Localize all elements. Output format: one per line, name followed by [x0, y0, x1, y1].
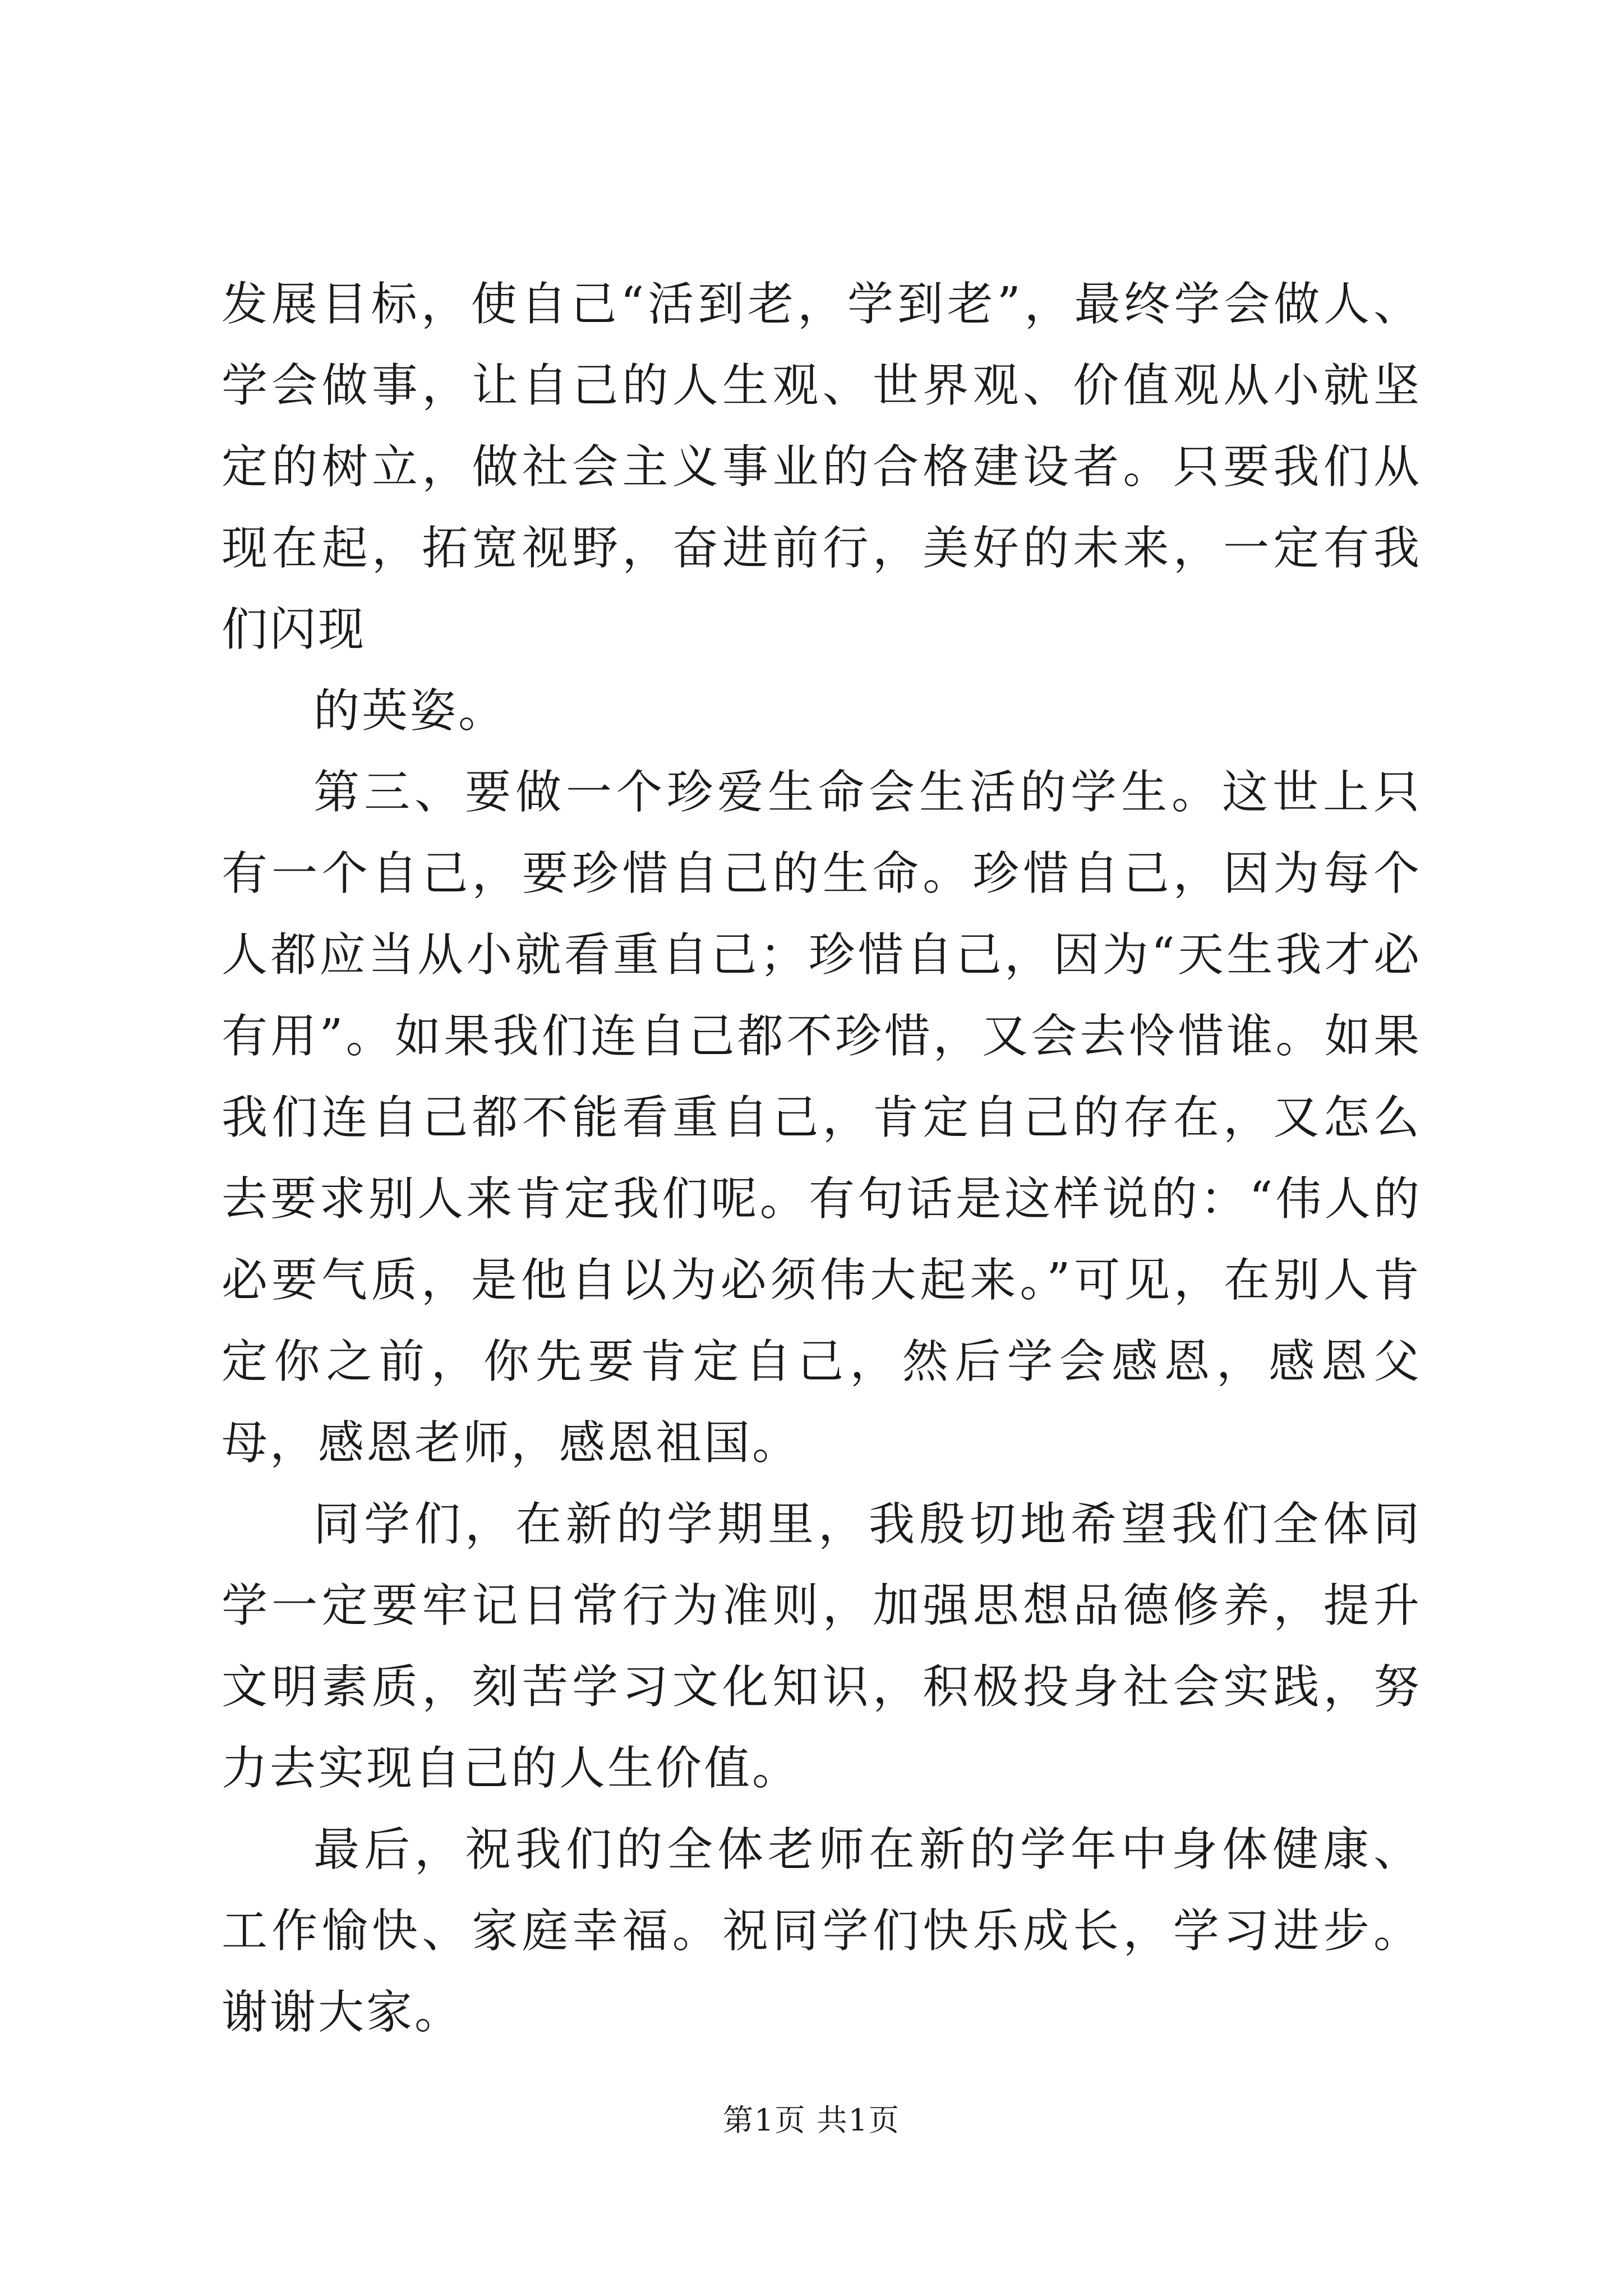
paragraph-continuation: 发展目标，使自己“活到老，学到老”，最终学会做人、学会做事，让自己的人生观、世界观、价值观从小就坚定的树立，做社会主义事业的合格建设者。只要我们从现在起，拓宽视野，奋进前行，美好的未来，一定有我们闪现: [222, 278, 1422, 656]
paragraph-continuation-tail: 的英姿。: [313, 684, 507, 738]
paragraph-closing: 最后，祝我们的全体老师在新的学年中身体健康、工作愉快、家庭幸福。祝同学们快乐成长，学习进步。谢谢大家。: [222, 1823, 1422, 2039]
paragraph-point-three: 第三、要做一个珍爱生命会生活的学生。这世上只有一个自己，要珍惜自己的生命。珍惜自己，因为每个人都应当从小就看重自己；珍惜自己，因为“天生我才必有用”。如果我们连自己都不珍惜，又会去怜惜谁。如果我们连自己都不能看重自己，肯定自己的存在，又怎么去要求别人来肯定我们呢。有句话是这样说的：“伟人的必要气质，是他自以为必须伟大起来。”可见，在别人肯定你之前，你先要肯定自己，然后学会感恩，感恩父母，感恩老师，感恩祖国。: [222, 766, 1422, 1470]
page-footer: 第1页 共1页: [723, 2102, 900, 2138]
document-body: [222, 264, 1422, 2053]
paragraph-appeal: 同学们，在新的学期里，我殷切地希望我们全体同学一定要牢记日常行为准则，加强思想品德修养，提升文明素质，刻苦学习文化知识，积极投身社会实践，努力去实现自己的人生价值。: [222, 1498, 1422, 1795]
